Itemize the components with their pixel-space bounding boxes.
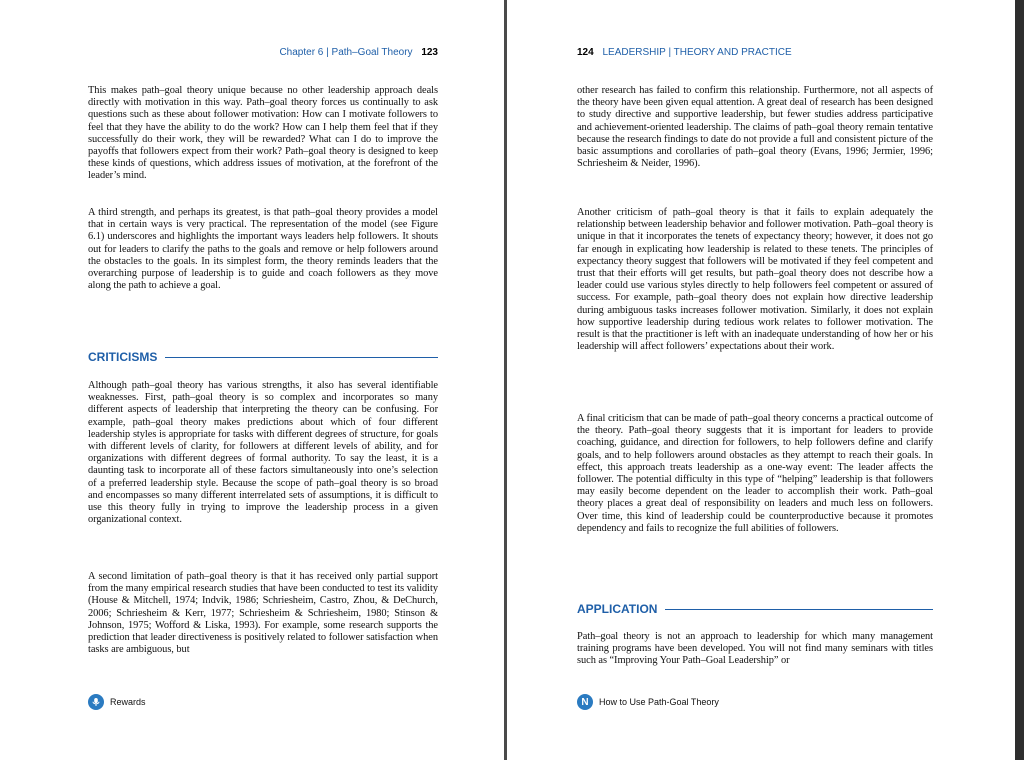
section-heading-application [577,602,933,616]
section-heading-label: CRITICISMS [88,350,158,364]
book-title: LEADERSHIP [602,47,666,58]
running-head-right: 124 LEADERSHIP | THEORY AND PRACTICE [577,47,792,58]
paragraph: A final criticism that can be made of path–goal theory concerns a practical outcome of the theory. Path–goal theory suggests that it is important for leaders to provide coaching, guidance, and direction for followers, to help followers define and clarify goals, and to help followers around obstacles as they attempt to reach their goals. In effect, this approach treats leadership as a one-way event: The leader affects the follower. The potential difficulty in this type of “helping” leadership is that followers may easily become dependent on the leader to accomplish their work. Path–goal theory places a great deal of responsibility on leaders and much less on followers. Over time, this kind of leadership could be counterproductive because it promotes dependency and fails to recognize the full abilities of followers. [577,413,933,534]
chapter-label: Chapter 6 [279,47,324,58]
right-page [507,0,1015,760]
heading-rule [165,357,438,358]
footer-link-label: How to Use Path-Goal Theory [599,697,719,707]
page-number-right: 124 [577,47,594,58]
paragraph: A third strength, and perhaps its greatest, is that path–goal theory provides a model that in certain ways is very practical. The representation of the model (see Figure 6.1) underscores and highlights the important ways leaders help followers. It shouts out for leaders to clarify the paths to the goals and remove or help followers around the obstacles to the goals. In its simplest form, the theory reminds leaders that the overarching purpose of leadership is to guide and coach followers as they move along the path to achieve a goal. [88,207,438,292]
paragraph: This makes path–goal theory unique because no other leadership approach deals directly with motivation in this way. Path–goal theory forces us continually to ask questions such as these about follower motivation: How can I motivate followers to feel that they have the ability to do the work? How can I help them feel that if they successfully do their work, they will be rewarded? What can I do to improve the payoffs that followers expect from their work? Path–goal theory is designed to keep these kinds of questions, which address issues of motivation, at the forefront of the leader’s mind. [88,85,438,182]
left-page [0,0,504,760]
footer-link-rewards[interactable] [88,694,146,710]
paragraph: Path–goal theory is not an approach to leadership for which many management training programs have been developed. You will not find many seminars with titles such as “Improving Your Path–Goal Leadership” or [577,631,933,667]
paragraph: Another criticism of path–goal theory is that it fails to explain adequately the relationship between leadership behavior and follower motivation. Path–goal theory is unique in that it incorporates the tenets of expectancy theory; however, it does not go far enough in explicating how leadership is related to these tenets. The principles of expectancy theory suggest that followers will be motivated if they feel competent and trust that their efforts will get results, but path–goal theory does not describe how a leader could use various styles directly to help followers feel competent or assured of success. For example, path–goal theory does not explain how directive leadership during ambiguous tasks increases follower motivation. Similarly, it does not explain how supportive leadership during tedious work relates to follower motivation. The result is that the practitioner is left with an inadequate understanding of how her or his leadership will affect followers’ expectations about their work. [577,207,933,353]
audio-icon [88,694,104,710]
viewer-edge [1015,0,1024,760]
running-head-left: Chapter 6 | Path–Goal Theory 123 [279,47,438,58]
heading-rule [665,609,933,610]
page-number-left: 123 [421,47,438,58]
chapter-title: Path–Goal Theory [331,47,413,58]
section-heading-criticisms [88,350,438,364]
footer-link-label: Rewards [110,697,146,707]
footer-link-how-to-use[interactable] [577,694,719,710]
paragraph: A second limitation of path–goal theory is that it has received only partial support from the many empirical research studies that have been conducted to test its validity (House & Mitchell, 1974; Indvik, 1986; Schriesheim, Castro, Zhou, & DeChurch, 2006; Schriesheim & Kerr, 1977; Schriesheim & Schriesheim, 1980; Stinson & Johnson, 1975; Wofford & Liska, 1993). For example, some research supports the prediction that leader directiveness is positively related to follower satisfaction when tasks are ambiguous, but [88,571,438,656]
note-n-icon: N [577,694,593,710]
section-heading-label: APPLICATION [577,602,658,616]
book-subtitle: THEORY AND PRACTICE [673,47,792,58]
paragraph: other research has failed to confirm this relationship. Furthermore, not all aspects of the theory have been given equal attention. A great deal of research has been designed to study directive and supportive leadership, but fewer studies address participative and achievement-oriented leadership. The claims of path–goal theory remain tentative because the research findings to date do not provide a full and consistent picture of the basic assumptions and corollaries of path–goal theory (Evans, 1996; Jermier, 1996; Schriesheim & Neider, 1996). [577,85,933,170]
paragraph: Although path–goal theory has various strengths, it also has several identifiable weaknesses. First, path–goal theory is so complex and incorporates so many different aspects of leadership that interpreting the theory can be confusing. For example, path–goal theory makes predictions about which of four different leadership styles is appropriate for tasks with different degrees of structure, for goals with different levels of clarity, for followers at different levels of ability, and for organizations with different degrees of formal authority. To say the least, it is a daunting task to incorporate all of these factors simultaneously into one’s selection of a preferred leadership style. Because the scope of path–goal theory is so broad and encompasses so many different interrelated sets of assumptions, it is difficult to use this theory fully in trying to improve the leadership process in a given organizational context. [88,380,438,526]
